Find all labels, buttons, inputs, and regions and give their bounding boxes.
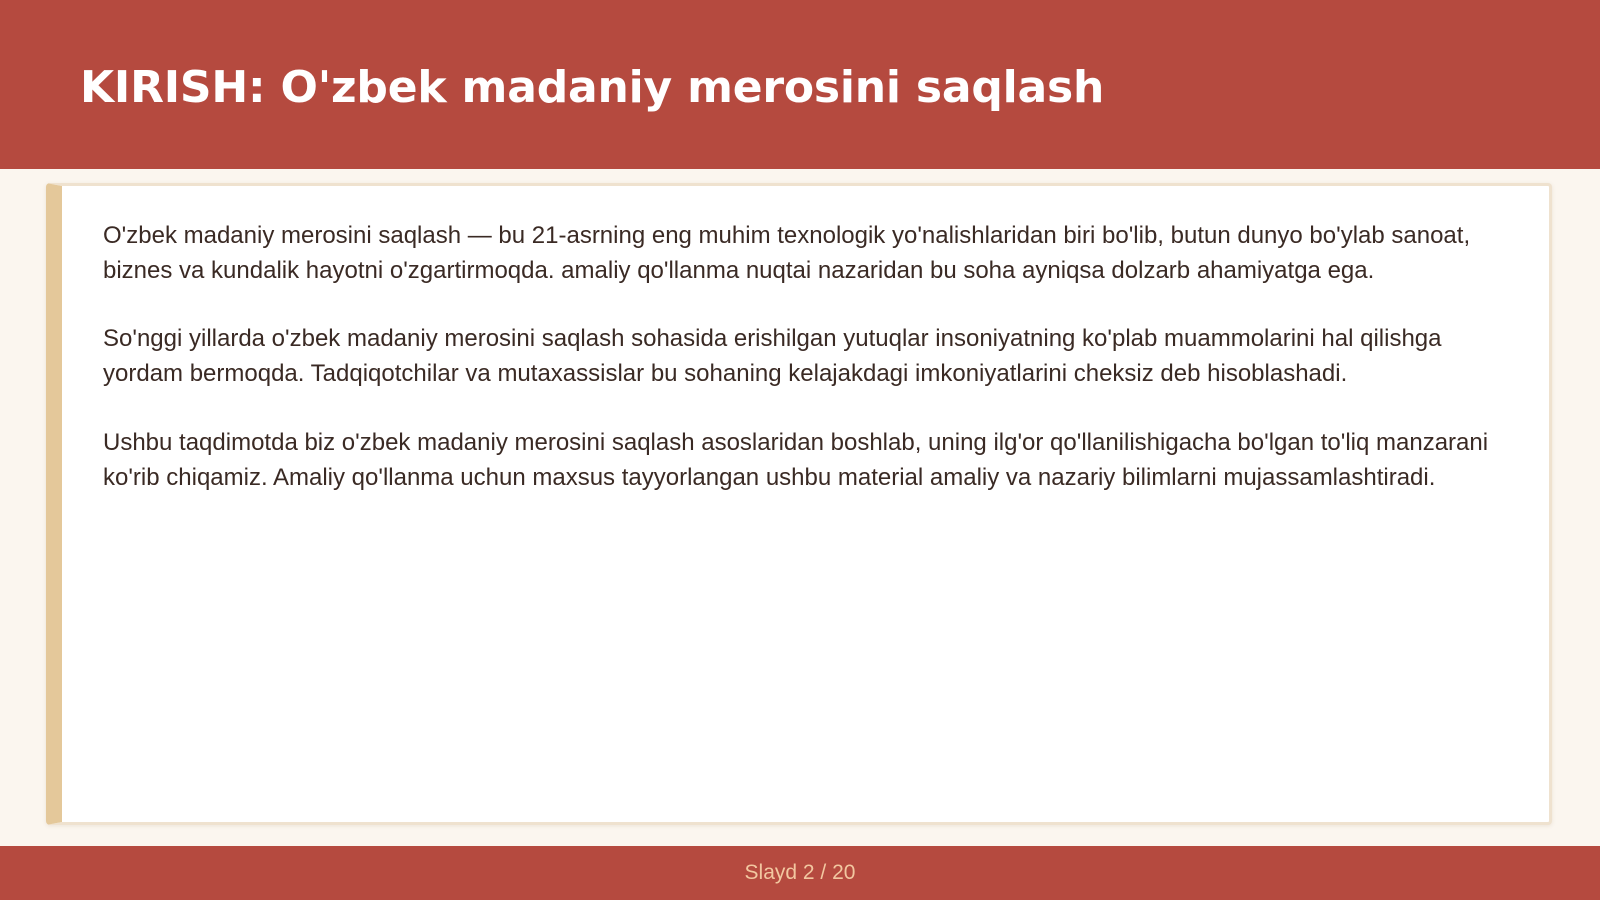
paragraph-achievements: So'nggi yillarda o'zbek madaniy merosini saqlash sohasida erishilgan yutuqlar insoniyatning ko'plab muammolarini hal qilishga yordam bermoqda. Tadqiqotchilar va mutaxassislar bu sohaning kelajakdagi imkoniyatlarini cheksiz deb hisoblashadi. [103,325,1442,388]
paragraph-intro: O'zbek madaniy merosini saqlash — bu 21-asrning eng muhim texnologik yo'nalishlaridan biri bo'lib, butun dunyo bo'ylab sanoat, biznes va kundalik hayotni o'zgartirmoqda. amaliy qo'llanma nuqtai nazaridan bu soha ayniqsa dolzarb ahamiyatga ega. [103,222,1471,284]
paragraph-overview: Ushbu taqdimotda biz o'zbek madaniy merosini saqlash asoslaridan boshlab, uning ilg'or qo'llanilishigacha bo'lgan to'liq manzarani ko'rib chiqamiz. Amaliy qo'llanma uchun maxsus tayyorlangan ushbu material amaliy va nazariy bilimlarni mujassamlashtiradi. [103,428,1489,491]
slide-footer [0,846,1600,900]
content-card [46,183,1552,825]
slide-header [0,0,1600,169]
slide-title: KIRISH: O'zbek madaniy merosini saqlash [80,62,1105,113]
slide-counter: Slayd 2 / 20 [744,861,856,884]
content-text [103,219,1523,529]
